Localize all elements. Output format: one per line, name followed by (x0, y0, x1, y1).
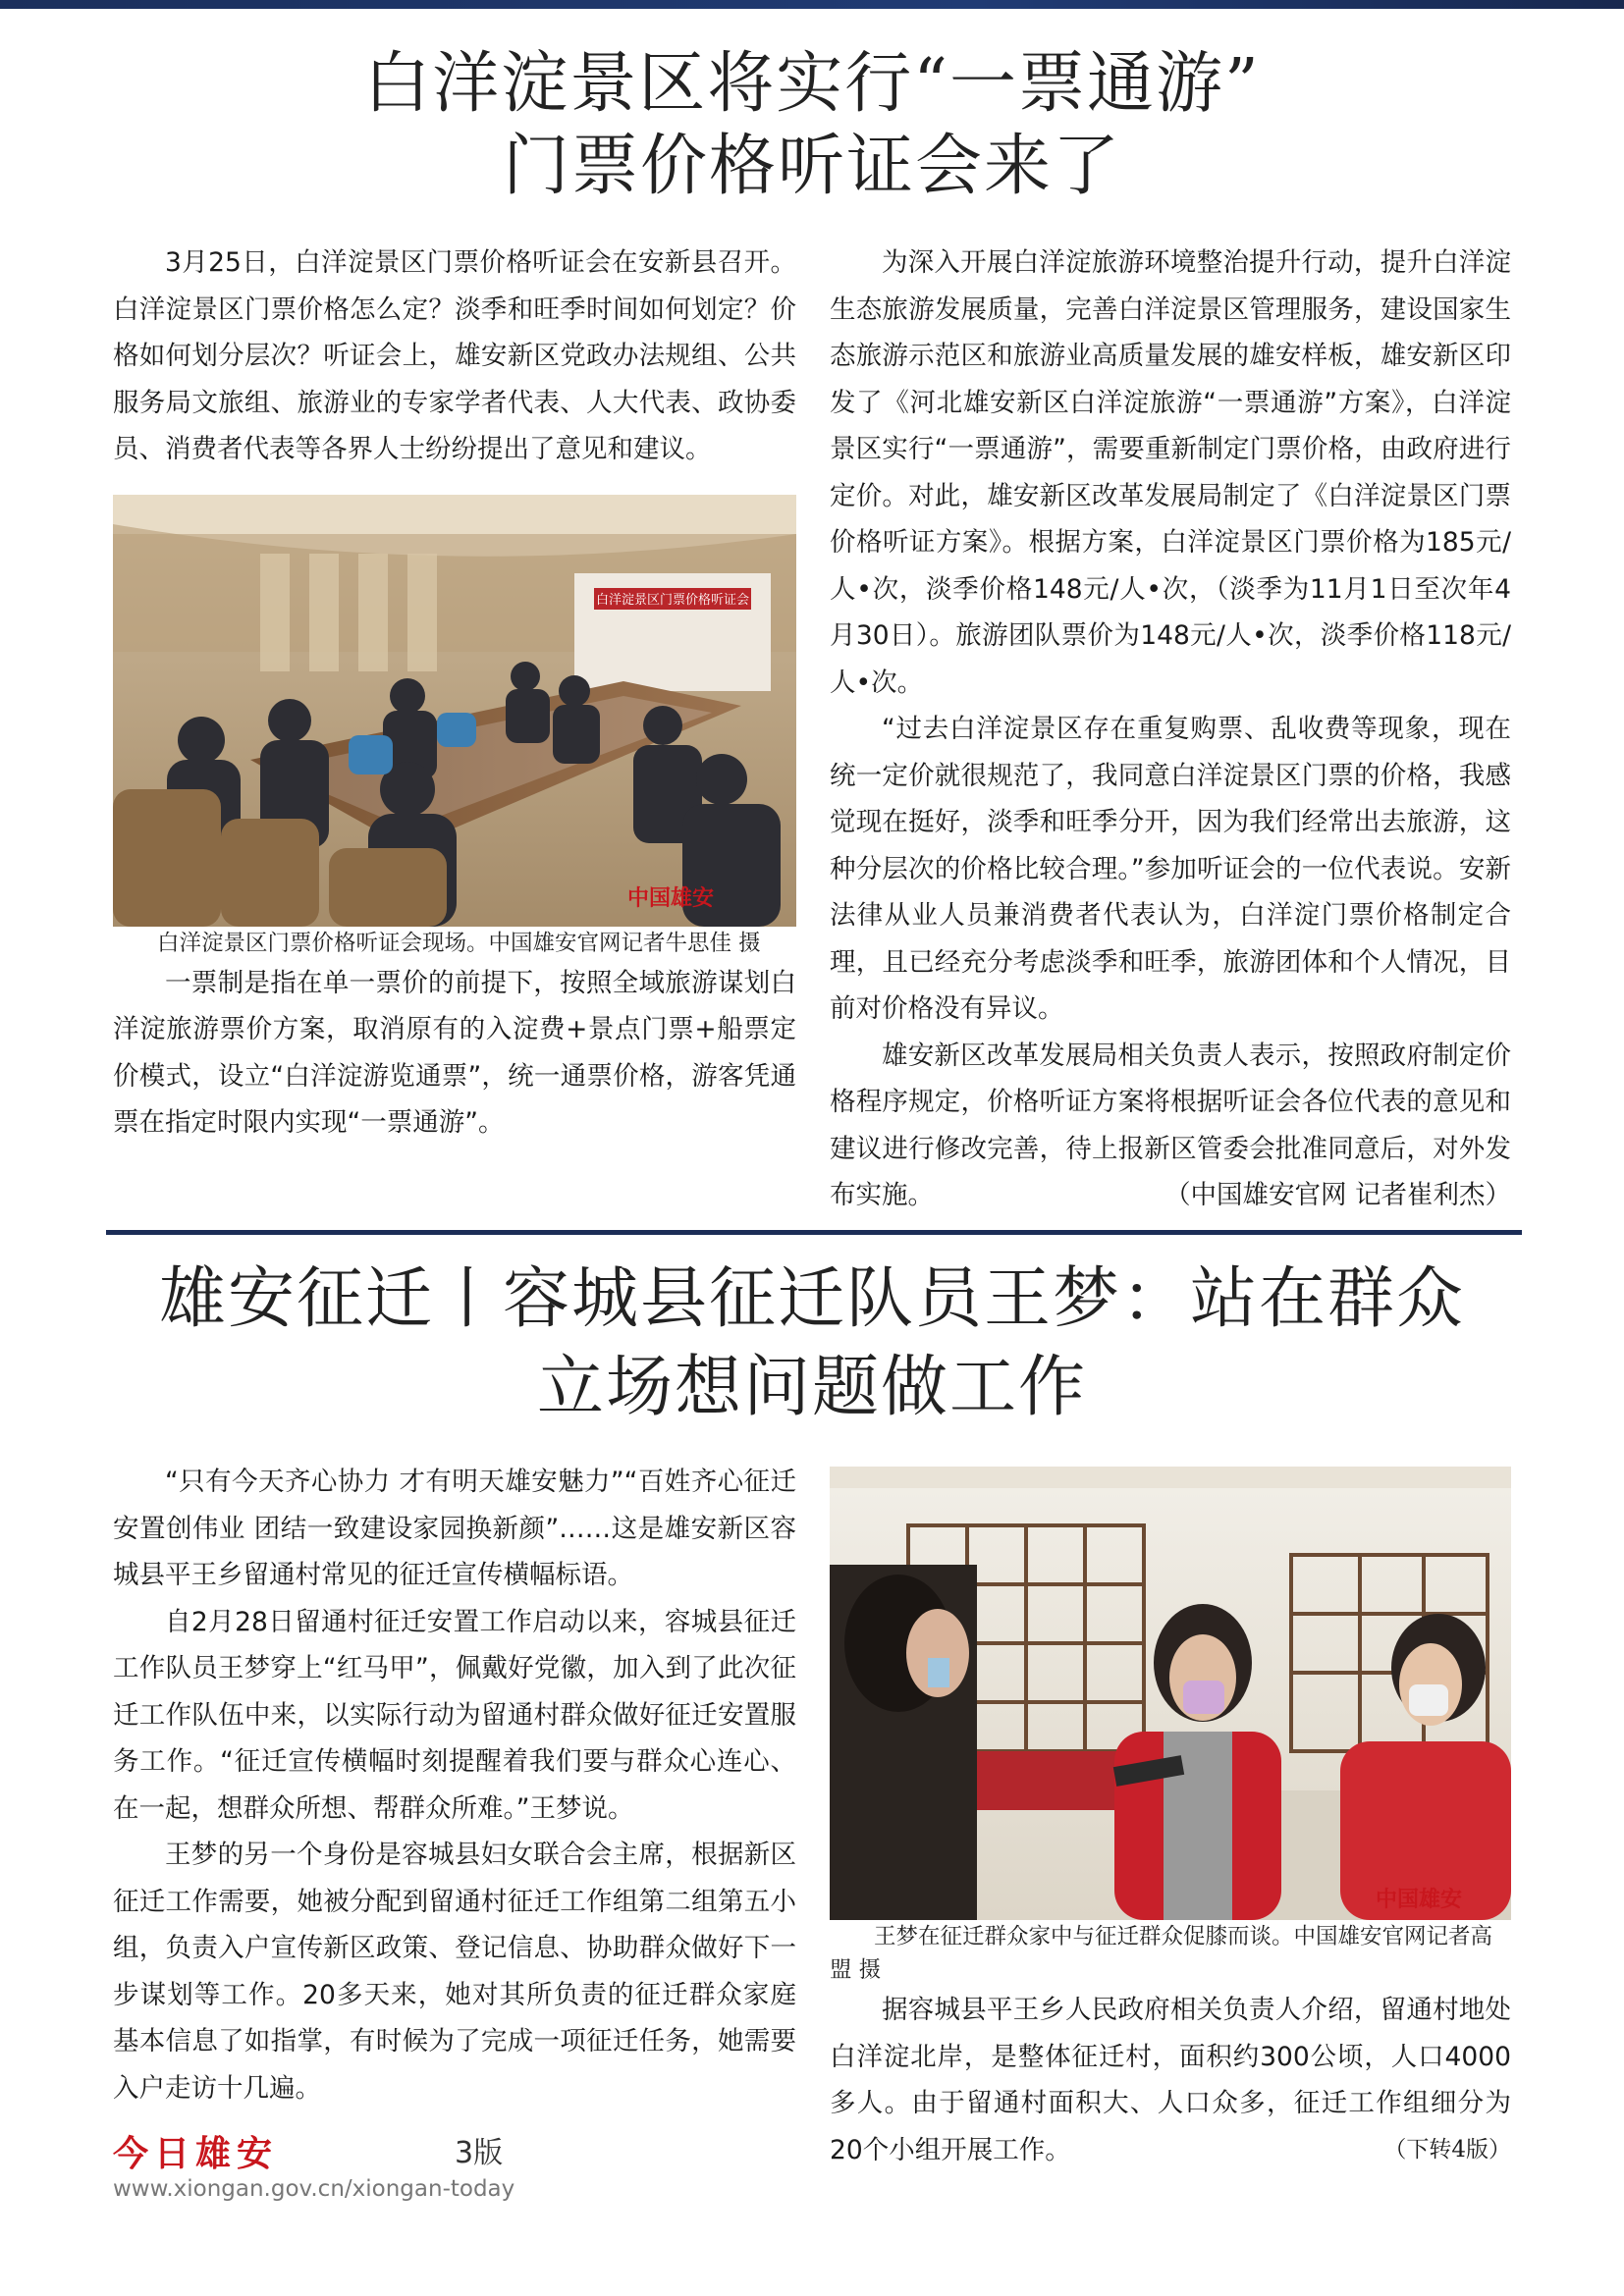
article2-photo-caption: 王梦在征迁群众家中与征迁群众促膝而谈。中国雄安官网记者高盟 摄 (830, 1924, 1493, 1983)
article1-photo-caption: 白洋淀景区门票价格听证会现场。中国雄安官网记者牛思佳 摄 (157, 930, 761, 956)
article1-right-column (830, 240, 1511, 1219)
hearing-room-photo (113, 495, 796, 927)
article1-byline: （中国雄安官网 记者崔利杰） (1164, 1180, 1511, 1210)
article1-right-para-2: “过去白洋淀景区存在重复购票、乱收费等现象，现在统一定价就很规范了，我同意白洋淀景区门票的价格，我感觉现在挺好，淡季和旺季分开，因为我们经常出去旅游，这种分层次的价格比较合理。”参加听证会的一位代表说。安新法律从业人员兼消费者代表认为，白洋淀门票价格制定合理，且已经充分考虑淡季和旺季，旅游团体和个人情况，目前对价格没有异议。 (830, 714, 1511, 1024)
article1-right-para-1: 为深入开展白洋淀旅游环境整治提升行动，提升白洋淀生态旅游发展质量，完善白洋淀景区管理服务，建设国家生态旅游示范区和旅游业高质量发展的雄安样板，雄安新区印发了《河北雄安新区白洋淀旅游“一票通游”方案》，白洋淀景区实行“一票通游”，需要重新制定门票价格，由政府进行定价。对此，雄安新区改革发展局制定了《白洋淀景区门票价格听证方案》。根据方案，白洋淀景区门票价格为185元/人•次，淡季价格148元/人•次，（淡季为11月1日至次年4月30日）。旅游团队票价为148元/人•次，淡季价格118元/人•次。 (830, 247, 1511, 698)
article2-right-para-1-text: 据容城县平王乡人民政府相关负责人介绍，留通村地处白洋淀北岸，是整体征迁村，面积约300公顷，人口4000多人。由于留通村面积大、人口众多，征迁工作组细分为20个小组开展工作。 (830, 1995, 1511, 2165)
footer-url[interactable]: www.xiongan.gov.cn/xiongan-today (113, 2176, 515, 2202)
article2-right-column (830, 1467, 1511, 2173)
article2-title-line1: 雄安征迁丨容城县征迁队员王梦：站在群众 (158, 1260, 1465, 1338)
masthead-logo: 今日雄安 (113, 2133, 279, 2174)
article1-title-line2: 门票价格听证会来了 (502, 128, 1121, 205)
page-number: 3版 (455, 2136, 504, 2170)
article2-left-column (113, 1459, 796, 2111)
top-color-bar (0, 0, 1624, 9)
article2-right-para-1 (830, 1987, 1511, 2173)
article2-left-para-1: “只有今天齐心协力 才有明天雄安魅力”“百姓齐心征迁安置创伟业 团结一致建设家园换新颜”……这是雄安新区容城县平王乡留通村常见的征迁宣传横幅标语。 (113, 1467, 796, 1590)
article1-right-para-3 (830, 1033, 1511, 1219)
article1-left-column (113, 240, 796, 1147)
photo-watermark: 中国雄安 (626, 884, 714, 911)
article2-photo (830, 1467, 1511, 1920)
photo-banner-text: 白洋淀景区门票价格听证会 (595, 592, 750, 608)
article1-photo (113, 495, 796, 927)
article1-right-para-3-text: 雄安新区改革发展局相关负责人表示，按照政府制定价格程序规定，价格听证方案将根据听证会各位代表的意见和建议进行修改完善，待上报新区管委会批准同意后，对外发布实施。 (830, 1040, 1511, 1210)
section-divider (106, 1230, 1522, 1235)
article1-left-para-1: 3月25日，白洋淀景区门票价格听证会在安新县召开。白洋淀景区门票价格怎么定？淡季和旺季时间如何划定？价格如何划分层次？听证会上，雄安新区党政办法规组、公共服务局文旅组、旅游业的专家学者代表、人大代表、政协委员、消费者代表等各界人士纷纷提出了意见和建议。 (113, 247, 796, 464)
photo-watermark: 中国雄安 (1375, 1887, 1463, 1912)
article1-title-line1: 白洋淀景区将实行“一票通游” (363, 45, 1261, 123)
article2-left-para-2: 自2月28日留通村征迁安置工作启动以来，容城县征迁工作队员王梦穿上“红马甲”，佩戴好党徽，加入到了此次征迁工作队伍中来，以实际行动为留通村群众做好征迁安置服务工作。“征迁宣传横幅时刻提醒着我们要与群众心连心、在一起，想群众所想、帮群众所难。”王梦说。 (113, 1606, 796, 1824)
article2-title-line2: 立场想问题做工作 (536, 1349, 1087, 1426)
continued-note: （下转4版） (1383, 2136, 1511, 2163)
article1-left-para-2: 一票制是指在单一票价的前提下，按照全域旅游谋划白洋淀旅游票价方案，取消原有的入淀费+景点门票+船票定价模式，设立“白洋淀游览通票”，统一通票价格，游客凭通票在指定时限内实现“一票通游”。 (113, 967, 796, 1138)
article2-left-para-3: 王梦的另一个身份是容城县妇女联合会主席，根据新区征迁工作需要，她被分配到留通村征迁工作组第二组第五小组，负责入户宣传新区政策、登记信息、协助群众做好下一步谋划等工作。20多天来，她对其所负责的征迁群众家庭基本信息了如指掌，有时候为了完成一项征迁任务，她需要入户走访十几遍。 (113, 1840, 796, 2104)
interview-photo (830, 1467, 1511, 1920)
